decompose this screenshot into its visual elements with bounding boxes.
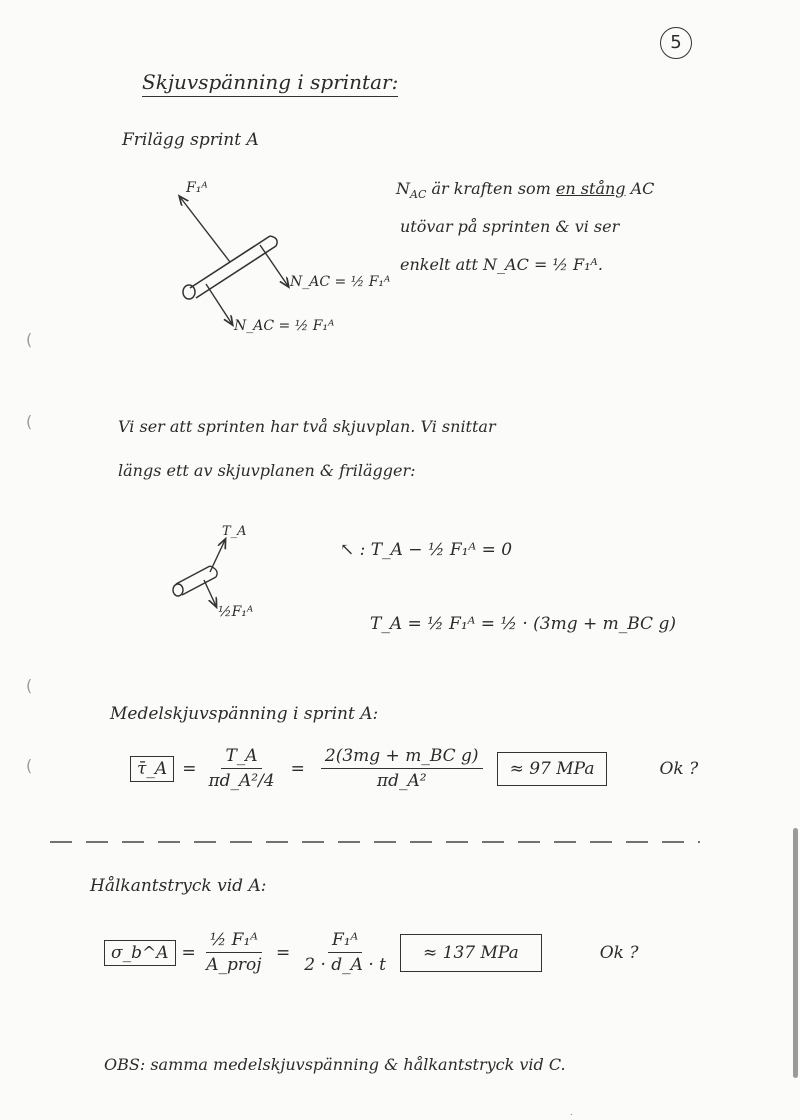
page-number: 5	[660, 27, 692, 59]
binder-mark: (	[26, 330, 33, 349]
pin-cut-free-body-diagram	[173, 540, 225, 606]
force-arrow-ta	[210, 540, 225, 572]
diagram-label-f1a: F₁ᴬ	[186, 180, 208, 196]
binder-mark: (	[26, 412, 33, 431]
text-shear-planes: Vi ser att sprinten har två skjuvplan. Vi snittar	[118, 417, 496, 436]
page-title: Skjuvspänning i sprintar:	[142, 70, 398, 97]
shear-force-expression: T_A = ½ F₁ᴬ = ½ · (3mg + m_BC g)	[370, 614, 676, 634]
binder-mark: (	[26, 756, 33, 775]
note-line-3: enkelt att N_AC = ½ F₁ᴬ.	[400, 255, 603, 274]
equilibrium-equation: ↖ : T_A − ½ F₁ᴬ = 0	[340, 540, 513, 560]
diagram-label-nac-right: N_AC = ½ F₁ᴬ	[290, 274, 391, 290]
avg-shear-symbol: τ̄_A	[130, 756, 174, 782]
force-arrow-half-f1a	[204, 580, 216, 606]
avg-shear-check: Ok ?	[659, 758, 699, 779]
bearing-stress-symbol: σ_b^A	[104, 940, 176, 966]
note-line-1: $N_{AC}$ är kraften som en stång AC	[396, 179, 655, 202]
bearing-stress-result: ≈ 137 MPa	[400, 934, 542, 972]
diagram-label-ta: T_A	[222, 524, 247, 539]
bearing-stress-equation: σ_b^A = $\frac{\text{½ F₁ᴬ}}{\text{A\_proj}}$ = $\frac{\text{F₁ᴬ}}{2 \cdot d\_A \cdot t}$ ≈ 137 MPa Ok ?	[104, 930, 638, 975]
text-cut-along-plane: längs ett av skjuvplanen & frilägger:	[118, 461, 416, 480]
force-arrow-nac-left	[206, 284, 232, 324]
pin-a-free-body-diagram	[180, 197, 288, 324]
force-arrow-nac-right	[260, 245, 288, 286]
avg-shear-stress-equation: τ̄_A = $\frac{T\_A}{\text{πd\_A²/4}}$ = $\frac{\text{2(3mg + m\_BC g)}}{\text{πd\_A²}}$ ≈ 97 MPa Ok ?	[130, 746, 698, 791]
diagram-label-half-f1a: ½F₁ᴬ	[218, 604, 254, 620]
scrollbar[interactable]	[793, 828, 798, 1078]
force-arrow-f1a	[180, 197, 230, 262]
diagram-label-nac-left: N_AC = ½ F₁ᴬ	[234, 318, 335, 334]
scan-artifact: .	[570, 1108, 573, 1117]
section-heading-avg-shear: Medelskjuvspänning i sprint A:	[110, 704, 379, 724]
avg-shear-result: ≈ 97 MPa	[497, 752, 608, 786]
section-heading-bearing-stress: Hålkantstryck vid A:	[90, 876, 267, 896]
binder-mark: (	[26, 676, 33, 695]
bearing-stress-check: Ok ?	[599, 942, 639, 963]
obs-note: OBS: samma medelskjuvspänning & hålkantstryck vid C.	[104, 1055, 566, 1074]
section-heading-free-body-a: Frilägg sprint A	[122, 130, 259, 150]
note-line-2: utövar på sprinten & vi ser	[400, 217, 620, 236]
